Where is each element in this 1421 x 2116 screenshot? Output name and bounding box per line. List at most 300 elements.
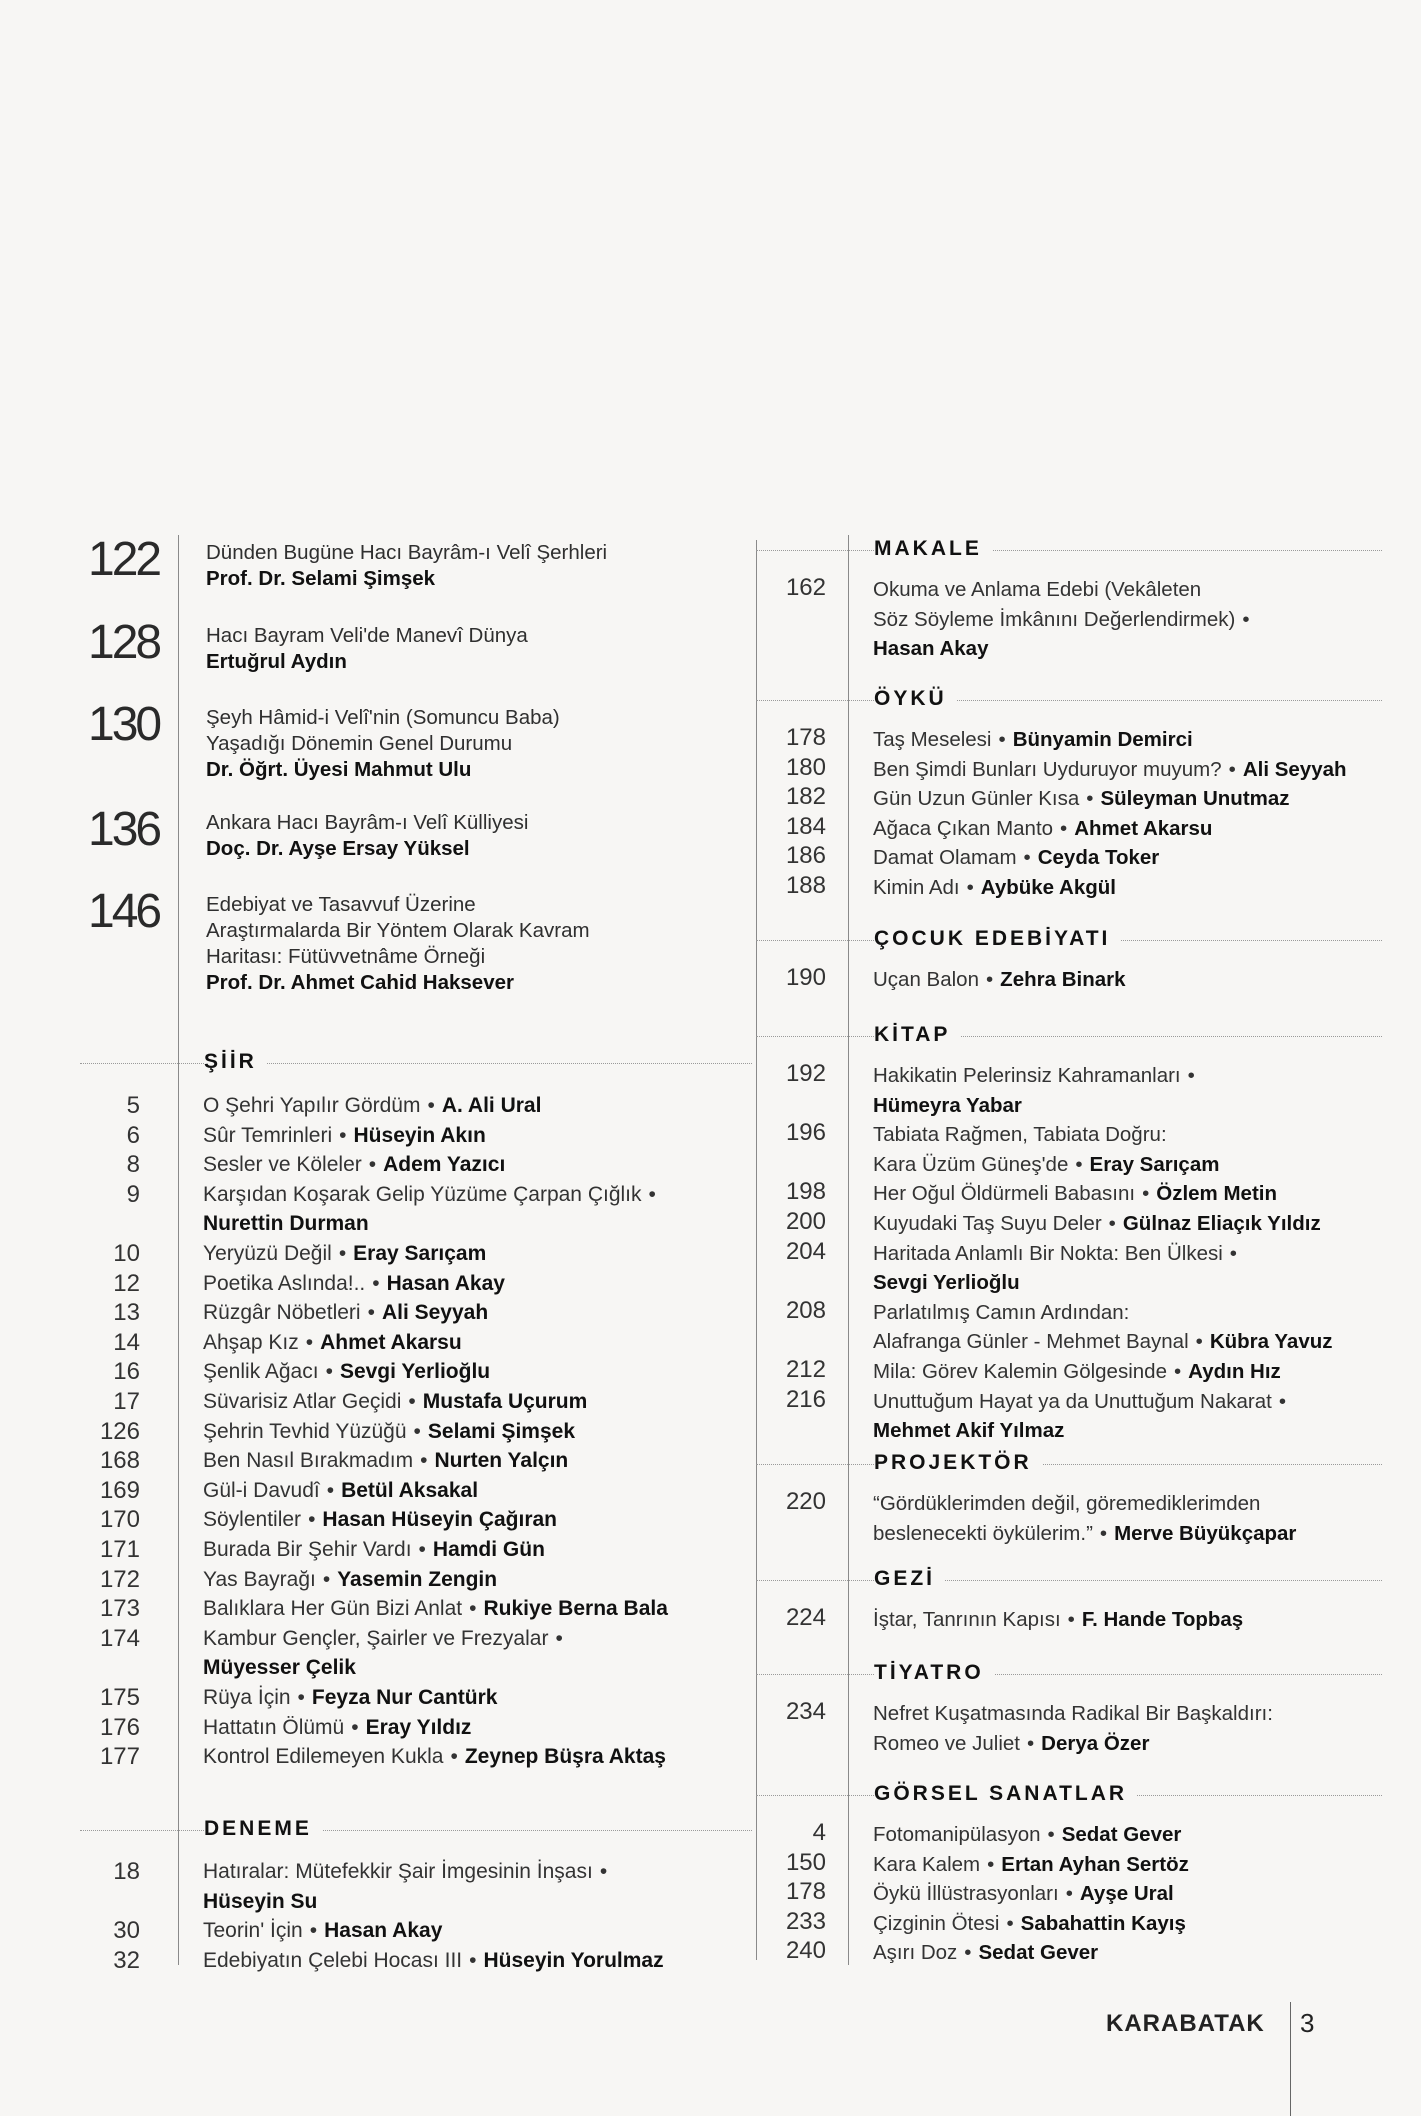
entry-author: Hasan Akay: [324, 1919, 443, 1943]
entry-page-number: 208: [785, 1296, 826, 1324]
entry-author: Eray Sarıçam: [1089, 1152, 1220, 1176]
section-heading: ÖYKÜ: [874, 687, 957, 711]
section-heading: GÖRSEL SANATLAR: [874, 1782, 1137, 1806]
entry-page-number: 17: [113, 1388, 140, 1415]
feature-page-number: 136: [88, 803, 160, 856]
feature-page-number: 122: [88, 533, 160, 586]
bullet-separator: •: [469, 1597, 477, 1621]
entry-author: Bünyamin Demirci: [1012, 728, 1193, 751]
entry-title-line: Kara Üzüm Güneş'de: [873, 1152, 1069, 1176]
toc-entry[interactable]: [203, 1505, 557, 1534]
entry-page-number: 10: [113, 1240, 140, 1267]
bullet-separator: •: [1278, 1389, 1287, 1413]
entry-page-number: 233: [785, 1907, 826, 1935]
entry-title-line: Çizginin Ötesi: [873, 1911, 1000, 1935]
toc-entry[interactable]: [873, 814, 1212, 843]
toc-entry[interactable]: [203, 1594, 668, 1623]
entry-title: Yas Bayrağı: [203, 1567, 316, 1591]
entry-author: Merve Büyükçapar: [1114, 1521, 1297, 1545]
entry-title: Rüya İçin: [203, 1686, 291, 1709]
entry-page-number: 14: [113, 1328, 140, 1356]
toc-entry-author-line[interactable]: [873, 634, 988, 663]
section-heading: ÇOCUK EDEBİYATI: [874, 927, 1120, 951]
entry-author: Ertan Ayhan Sertöz: [1001, 1852, 1189, 1876]
entry-page-number: 192: [785, 1060, 826, 1087]
toc-entry[interactable]: [873, 605, 1257, 634]
entry-author: Hüseyin Akın: [353, 1123, 486, 1147]
toc-entry[interactable]: [873, 1489, 1260, 1518]
middle-column-divider: [848, 535, 849, 1965]
bullet-separator: •: [1195, 1330, 1203, 1354]
entry-page-number: 150: [785, 1848, 826, 1876]
entry-title: Balıklara Her Gün Bizi Anlat: [203, 1597, 463, 1621]
entry-page-number: 175: [99, 1684, 140, 1711]
feature-author: Prof. Dr. Ahmet Cahid Haksever: [206, 971, 514, 994]
toc-entry[interactable]: [203, 1946, 664, 1975]
toc-entry[interactable]: [873, 1850, 1189, 1879]
entry-author: Nurten Yalçın: [434, 1449, 569, 1473]
entry-author: Yasemin Zengin: [337, 1567, 498, 1591]
entry-author: Eray Sarıçam: [353, 1242, 487, 1265]
entry-title: Burada Bir Şehir Vardı: [203, 1538, 412, 1561]
bullet-separator: •: [339, 1123, 347, 1147]
entry-page-number: 220: [785, 1488, 826, 1515]
feature-page-number: 146: [88, 885, 160, 938]
entry-page-number: 184: [785, 812, 826, 840]
entry-page-number: 216: [785, 1385, 826, 1413]
bullet-separator: •: [338, 1242, 347, 1265]
entry-title-line: Taş Meselesi: [873, 728, 992, 751]
toc-entry[interactable]: [203, 1857, 614, 1886]
toc-entry[interactable]: [873, 1298, 1129, 1327]
toc-entry[interactable]: [203, 1417, 575, 1446]
feature-author: Ertuğrul Aydın: [206, 650, 347, 673]
entry-title-line: Ben Şimdi Bunları Uyduruyor muyum?: [873, 757, 1222, 781]
toc-entry[interactable]: [873, 575, 1201, 604]
entry-title-line: Alafranga Günler - Mehmet Baynal: [873, 1330, 1189, 1354]
entry-page-number: 9: [126, 1180, 140, 1208]
feature-entry[interactable]: [206, 540, 607, 592]
entry-page-number: 32: [113, 1946, 140, 1974]
entry-author: Nurettin Durman: [203, 1212, 369, 1236]
bullet-separator: •: [420, 1449, 428, 1473]
entry-author: F. Hande Topbaş: [1081, 1608, 1244, 1631]
toc-entry[interactable]: [203, 1357, 490, 1386]
entry-author: Hamdi Gün: [432, 1538, 545, 1561]
toc-entry[interactable]: [873, 1938, 1098, 1967]
entry-title-line: Okuma ve Anlama Edebi (Vekâleten: [873, 578, 1202, 601]
entry-author: Mustafa Uçurum: [422, 1390, 588, 1413]
section-heading: GEZİ: [874, 1567, 945, 1591]
entry-page-number: 240: [785, 1937, 826, 1965]
entry-title-line: Tabiata Rağmen, Tabiata Doğru:: [873, 1123, 1167, 1147]
bullet-separator: •: [1060, 816, 1068, 840]
feature-page-number: 130: [88, 698, 160, 751]
toc-entry[interactable]: [203, 1180, 663, 1209]
toc-entry[interactable]: [873, 1820, 1181, 1849]
entry-title-line: Haritada Anlamlı Bir Nokta: Ben Ülkesi: [873, 1241, 1223, 1265]
entry-author: Derya Özer: [1041, 1731, 1150, 1755]
entry-title-line: Fotomanipülasyon: [873, 1823, 1041, 1846]
feature-title-line: Hacı Bayram Veli'de Manevî Dünya: [206, 624, 528, 647]
section-heading: DENEME: [204, 1817, 322, 1841]
entry-title: Teorin' İçin: [203, 1919, 303, 1943]
bullet-separator: •: [987, 1852, 995, 1876]
entry-author: Sedat Gever: [978, 1941, 1099, 1965]
entry-page-number: 16: [113, 1358, 140, 1386]
toc-entry[interactable]: [873, 873, 1116, 902]
toc-entry[interactable]: [873, 1209, 1321, 1238]
feature-entry[interactable]: [206, 892, 590, 996]
feature-title-line: Ankara Hacı Bayrâm-ı Velî Külliyesi: [206, 811, 529, 834]
entry-page-number: 30: [113, 1917, 140, 1945]
entry-title: Rüzgâr Nöbetleri: [203, 1301, 361, 1325]
toc-entry[interactable]: [203, 1121, 486, 1150]
bullet-separator: •: [413, 1419, 421, 1443]
right-column-divider: [756, 540, 757, 1960]
entry-title-line: Nefret Kuşatmasında Radikal Bir Başkaldırı:: [873, 1702, 1273, 1725]
section-divider: [756, 1036, 1382, 1037]
bullet-separator: •: [1006, 1911, 1014, 1935]
toc-entry[interactable]: [203, 1239, 486, 1268]
bullet-separator: •: [372, 1271, 380, 1295]
section-divider: [756, 550, 1382, 551]
entry-page-number: 168: [99, 1447, 140, 1475]
toc-entry[interactable]: [873, 1179, 1277, 1208]
toc-entry[interactable]: [873, 1061, 1202, 1090]
feature-entry[interactable]: [206, 623, 528, 675]
toc-entry-author-line[interactable]: [203, 1653, 356, 1682]
bullet-separator: •: [998, 728, 1006, 751]
entry-author: Zehra Binark: [1000, 968, 1126, 991]
page-number: 3: [1300, 2008, 1315, 2038]
section-divider: [756, 700, 1382, 701]
toc-entry[interactable]: [873, 1120, 1167, 1149]
bullet-separator: •: [297, 1686, 305, 1709]
bullet-separator: •: [450, 1745, 458, 1769]
entry-page-number: 5: [126, 1092, 140, 1119]
toc-entry[interactable]: [203, 1683, 497, 1712]
section-heading: KİTAP: [874, 1023, 960, 1047]
bullet-separator: •: [966, 876, 974, 899]
entry-page-number: 169: [99, 1476, 140, 1504]
entry-page-number: 234: [785, 1698, 826, 1725]
toc-entry[interactable]: [873, 1357, 1281, 1386]
entry-page-number: 6: [126, 1121, 140, 1149]
entry-page-number: 186: [785, 842, 826, 870]
section-heading: ŞİİR: [204, 1050, 267, 1074]
entry-page-number: 12: [113, 1269, 140, 1297]
toc-entry[interactable]: [873, 1879, 1174, 1908]
entry-title: Söylentiler: [203, 1508, 302, 1532]
entry-author: Kübra Yavuz: [1209, 1330, 1333, 1354]
entry-title: Hattatın Ölümü: [203, 1715, 345, 1739]
toc-entry[interactable]: [203, 1916, 442, 1945]
entry-title-line: Öykü İllüstrasyonları: [873, 1882, 1059, 1906]
entry-page-number: 180: [785, 753, 826, 781]
toc-entry[interactable]: [203, 1535, 545, 1564]
feature-entry[interactable]: [206, 705, 560, 783]
entry-page-number: 204: [785, 1237, 826, 1265]
entry-author: Hüseyin Su: [203, 1889, 318, 1913]
bullet-separator: •: [985, 968, 994, 991]
toc-entry[interactable]: [203, 1713, 471, 1742]
feature-title-line: Dünden Bugüne Hacı Bayrâm-ı Velî Şerhleri: [206, 541, 608, 564]
entry-author: Hasan Akay: [873, 637, 989, 661]
entry-title: Ben Nasıl Bırakmadım: [203, 1449, 414, 1473]
entry-page-number: 178: [785, 1878, 826, 1906]
bullet-separator: •: [469, 1948, 477, 1972]
section-divider: [80, 1063, 752, 1064]
entry-title: Poetika Aslında!..: [203, 1271, 366, 1295]
bullet-separator: •: [1187, 1064, 1195, 1087]
entry-title-line: Hakikatin Pelerinsiz Kahramanları: [873, 1064, 1181, 1087]
toc-entry[interactable]: [873, 1387, 1293, 1416]
feature-entry[interactable]: [206, 810, 528, 862]
entry-author: Hüseyin Yorulmaz: [483, 1948, 664, 1972]
entry-title-line: Uçan Balon: [873, 968, 979, 991]
bullet-separator: •: [555, 1626, 563, 1650]
entry-title: Sûr Temrinleri: [203, 1123, 333, 1147]
entry-author: Aydın Hız: [1188, 1360, 1281, 1383]
entry-title-line: Romeo ve Juliet: [873, 1731, 1020, 1755]
entry-page-number: 177: [99, 1743, 140, 1771]
bullet-separator: •: [1099, 1521, 1108, 1545]
bullet-separator: •: [418, 1538, 426, 1561]
entry-title: Edebiyatın Çelebi Hocası III: [203, 1948, 463, 1972]
toc-entry-author-line[interactable]: [203, 1887, 317, 1916]
entry-title-line: Damat Olamam: [873, 846, 1017, 870]
feature-author: Dr. Öğrt. Üyesi Mahmut Ulu: [206, 758, 472, 781]
toc-entry[interactable]: [873, 1239, 1244, 1268]
entry-author: Ahmet Akarsu: [320, 1330, 462, 1354]
bullet-separator: •: [308, 1508, 316, 1532]
entry-author: Eray Yıldız: [365, 1715, 472, 1739]
bullet-separator: •: [1173, 1360, 1182, 1383]
entry-page-number: 174: [99, 1624, 140, 1652]
entry-title: Hatıralar: Mütefekkir Şair İmgesinin İnşası: [203, 1860, 593, 1883]
toc-entry[interactable]: [873, 755, 1347, 784]
entry-page-number: 4: [812, 1819, 826, 1846]
entry-title: Kontrol Edilemeyen Kukla: [203, 1745, 444, 1769]
entry-title: Karşıdan Koşarak Gelip Yüzüme Çarpan Çığlık: [203, 1182, 642, 1206]
bullet-separator: •: [1242, 607, 1250, 631]
feature-title-line: Araştırmalarda Bir Yöntem Olarak Kavram: [206, 919, 590, 942]
toc-entry[interactable]: [203, 1269, 505, 1298]
entry-page-number: 176: [99, 1713, 140, 1741]
entry-author: Özlem Metin: [1156, 1182, 1277, 1206]
magazine-brand: KARABATAK: [1106, 2010, 1265, 2037]
toc-entry[interactable]: [203, 1328, 462, 1357]
bullet-separator: •: [1047, 1823, 1055, 1846]
entry-page-number: 178: [785, 724, 826, 751]
bullet-separator: •: [309, 1919, 318, 1943]
entry-title-line: Kara Kalem: [873, 1852, 981, 1876]
entry-page-number: 170: [99, 1506, 140, 1534]
entry-author: Ayşe Ural: [1079, 1882, 1174, 1906]
entry-page-number: 8: [126, 1151, 140, 1179]
section-divider: [756, 1464, 1382, 1465]
bullet-separator: •: [1023, 846, 1031, 870]
entry-title-line: İştar, Tanrının Kapısı: [873, 1608, 1061, 1631]
entry-title: Yeryüzü Değil: [203, 1242, 332, 1265]
entry-author: Betül Aksakal: [341, 1478, 479, 1502]
toc-entry[interactable]: [203, 1565, 497, 1594]
toc-entry[interactable]: [873, 725, 1193, 754]
toc-entry[interactable]: [203, 1150, 505, 1179]
toc-entry[interactable]: [203, 1091, 541, 1120]
toc-entry[interactable]: [873, 1729, 1149, 1758]
entry-title-line: Söz Söyleme İmkânını Değerlendirmek): [873, 607, 1236, 631]
section-divider: [756, 1580, 1382, 1581]
feature-title-line: Haritası: Fütüvvetnâme Örneği: [206, 945, 486, 968]
entry-author: Sevgi Yerlioğlu: [339, 1360, 491, 1384]
bullet-separator: •: [325, 1360, 333, 1384]
entry-author: Ali Seyyah: [381, 1301, 489, 1325]
toc-entry[interactable]: [203, 1446, 568, 1475]
entry-title-line: Kimin Adı: [873, 876, 960, 899]
feature-author: Prof. Dr. Selami Şimşek: [206, 567, 436, 590]
bullet-separator: •: [1067, 1608, 1075, 1631]
entry-author: Rukiye Berna Bala: [483, 1597, 668, 1621]
entry-page-number: 198: [785, 1178, 826, 1206]
entry-author: Feyza Nur Cantürk: [311, 1686, 498, 1709]
toc-entry[interactable]: [873, 784, 1290, 813]
footer-divider: [1290, 2002, 1291, 2116]
entry-author: Ahmet Akarsu: [1074, 816, 1213, 840]
left-column-divider: [178, 535, 179, 1965]
entry-title-line: Mila: Görev Kalemin Gölgesinde: [873, 1360, 1167, 1383]
section-heading: PROJEKTÖR: [874, 1451, 1042, 1475]
entry-author: Mehmet Akif Yılmaz: [873, 1419, 1065, 1443]
toc-entry[interactable]: [873, 1699, 1273, 1728]
entry-title-line: Kuyudaki Taş Suyu Deler: [873, 1212, 1102, 1235]
feature-title-line: Edebiyat ve Tasavvuf Üzerine: [206, 893, 476, 916]
toc-entry[interactable]: [873, 843, 1159, 872]
feature-title-line: Yaşadığı Dönemin Genel Durumu: [206, 732, 513, 755]
entry-page-number: 224: [785, 1604, 826, 1631]
toc-entry-author-line[interactable]: [873, 1416, 1064, 1445]
entry-author: Hasan Akay: [386, 1271, 505, 1295]
entry-author: Selami Şimşek: [427, 1419, 575, 1443]
section-heading: MAKALE: [874, 537, 992, 561]
entry-page-number: 13: [113, 1299, 140, 1327]
toc-entry[interactable]: [873, 1327, 1333, 1356]
entry-page-number: 190: [785, 964, 826, 991]
entry-title-line: beslenecekti öykülerim.”: [873, 1521, 1093, 1545]
entry-title: Sesler ve Köleler: [203, 1153, 362, 1177]
section-divider: [756, 1674, 1382, 1675]
entry-author: Aybüke Akgül: [980, 876, 1116, 899]
entry-author: Zeynep Büşra Aktaş: [464, 1745, 666, 1769]
entry-title-line: Her Oğul Öldürmeli Babasını: [873, 1182, 1136, 1206]
bullet-separator: •: [305, 1330, 314, 1354]
section-heading: TİYATRO: [874, 1661, 994, 1685]
entry-author: Müyesser Çelik: [203, 1656, 356, 1680]
bullet-separator: •: [964, 1941, 972, 1965]
toc-entry[interactable]: [203, 1742, 666, 1771]
entry-title-line: Ağaca Çıkan Manto: [873, 816, 1054, 840]
bullet-separator: •: [1086, 787, 1094, 811]
feature-page-number: 128: [88, 616, 160, 669]
entry-author: Hasan Hüseyin Çağıran: [322, 1508, 558, 1532]
toc-entry-author-line[interactable]: [203, 1209, 369, 1238]
entry-page-number: 171: [99, 1536, 140, 1563]
bullet-separator: •: [599, 1860, 608, 1883]
toc-entry[interactable]: [203, 1387, 587, 1416]
entry-author: Adem Yazıcı: [383, 1153, 506, 1177]
bullet-separator: •: [367, 1301, 375, 1325]
entry-author: Sedat Gever: [1061, 1823, 1182, 1846]
entry-title: Gül-i Davudî: [203, 1478, 320, 1502]
entry-page-number: 173: [99, 1595, 140, 1623]
entry-author: Gülnaz Eliaçık Yıldız: [1122, 1212, 1321, 1235]
bullet-separator: •: [368, 1153, 377, 1177]
entry-author: Sabahattin Kayış: [1020, 1911, 1186, 1935]
bullet-separator: •: [427, 1094, 435, 1117]
toc-entry[interactable]: [873, 1150, 1219, 1179]
entry-author: Süleyman Unutmaz: [1100, 787, 1290, 811]
entry-title-line: Gün Uzun Günler Kısa: [873, 787, 1080, 811]
entry-page-number: 18: [113, 1858, 140, 1885]
entry-title: O Şehri Yapılır Gördüm: [203, 1094, 421, 1117]
entry-title-line: Unuttuğum Hayat ya da Unuttuğum Nakarat: [873, 1389, 1272, 1413]
toc-entry[interactable]: [203, 1476, 478, 1505]
section-divider: [80, 1830, 752, 1831]
toc-entry[interactable]: [873, 1519, 1296, 1548]
toc-entry-author-line[interactable]: [873, 1268, 1020, 1297]
entry-author: Hümeyra Yabar: [873, 1093, 1022, 1117]
entry-title: Kambur Gençler, Şairler ve Frezyalar: [203, 1626, 549, 1650]
entry-author: A. Ali Ural: [441, 1094, 542, 1117]
entry-page-number: 212: [785, 1356, 826, 1383]
entry-title-line: Aşırı Doz: [873, 1941, 958, 1965]
bullet-separator: •: [1075, 1152, 1083, 1176]
feature-title-line: Şeyh Hâmid-i Velî'nin (Somuncu Baba): [206, 706, 560, 729]
entry-page-number: 196: [785, 1119, 826, 1147]
entry-page-number: 126: [99, 1417, 140, 1445]
entry-author: Ali Seyyah: [1242, 757, 1347, 781]
entry-title: Şehrin Tevhid Yüzüğü: [203, 1419, 407, 1443]
toc-entry[interactable]: [873, 1605, 1243, 1634]
entry-title: Ahşap Kız: [203, 1330, 299, 1354]
toc-entry[interactable]: [203, 1298, 488, 1327]
entry-page-number: 200: [785, 1208, 826, 1235]
bullet-separator: •: [1026, 1731, 1035, 1755]
entry-title: Şenlik Ağacı: [203, 1360, 319, 1384]
entry-page-number: 172: [99, 1565, 140, 1593]
entry-title-line: “Gördüklerimden değil, göremediklerimden: [873, 1492, 1261, 1515]
entry-page-number: 182: [785, 783, 826, 811]
entry-author: Ceyda Toker: [1037, 846, 1160, 870]
bullet-separator: •: [1229, 1241, 1237, 1265]
bullet-separator: •: [1142, 1182, 1150, 1206]
bullet-separator: •: [326, 1478, 335, 1502]
entry-title: Süvarisiz Atlar Geçidi: [203, 1390, 402, 1413]
entry-page-number: 162: [785, 574, 826, 601]
toc-entry[interactable]: [873, 965, 1126, 994]
feature-author: Doç. Dr. Ayşe Ersay Yüksel: [206, 837, 470, 860]
entry-page-number: 188: [785, 872, 826, 899]
bullet-separator: •: [351, 1715, 359, 1739]
bullet-separator: •: [1108, 1212, 1116, 1235]
toc-entry[interactable]: [203, 1624, 570, 1653]
bullet-separator: •: [408, 1390, 416, 1413]
toc-entry[interactable]: [873, 1909, 1186, 1938]
bullet-separator: •: [1228, 757, 1236, 781]
toc-entry-author-line[interactable]: [873, 1091, 1022, 1120]
bullet-separator: •: [322, 1567, 331, 1591]
